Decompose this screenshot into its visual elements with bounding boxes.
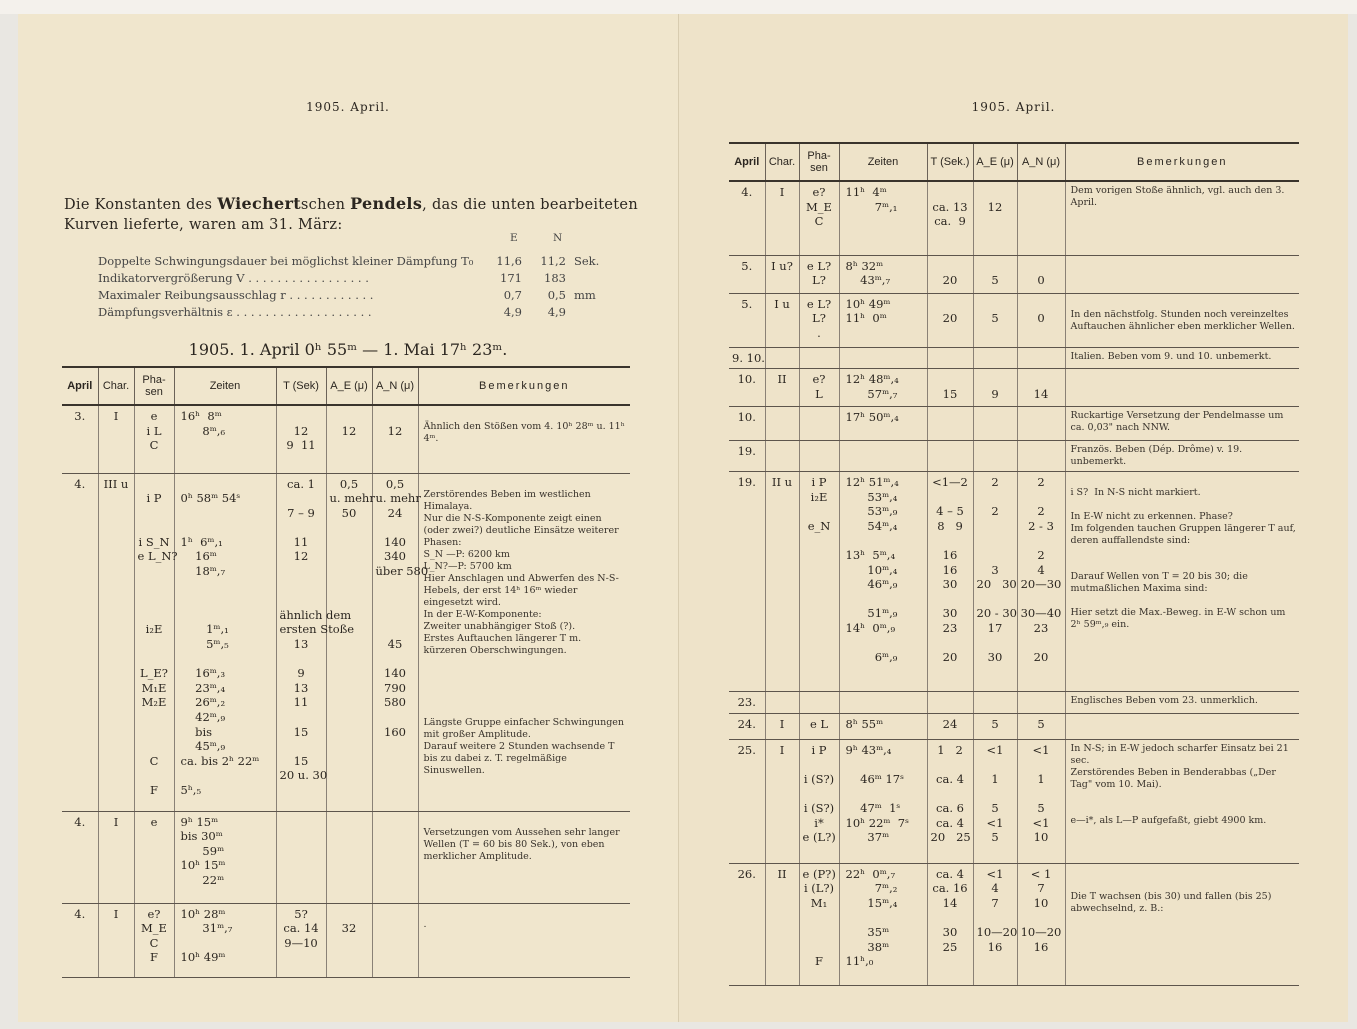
cell-phases: e? M_E C [799, 181, 839, 255]
cell-times: 9ʰ 43ᵐ,₄ 46ᵐ 17ˢ 47ᵐ 1ˢ 10ʰ 22ᵐ 7ˢ 37ᵐ [839, 739, 927, 863]
cell-char [765, 407, 799, 441]
column-header: April [729, 143, 765, 181]
cell-date: 19. [729, 441, 765, 472]
cell-t [276, 811, 326, 903]
intro-name-pendels: Pendels [350, 194, 423, 213]
cell-t: ca. 4 ca. 16 14 30 25 [927, 863, 973, 985]
constant-e: 11,6 [496, 254, 522, 268]
document-spread [18, 14, 1348, 1022]
cell-phases: e L [799, 713, 839, 739]
cell-phases [799, 441, 839, 472]
constant-unit: mm [574, 288, 596, 302]
cell-date: 4. [62, 811, 98, 903]
intro-text-3: , das die unten bearbeiteten [422, 197, 638, 213]
cell-t: 24 [927, 713, 973, 739]
cell-times: 11ʰ 4ᵐ 7ᵐ,₁ [839, 181, 927, 255]
cell-an: 0 [1017, 255, 1065, 293]
cell-date: 23. [729, 692, 765, 714]
column-header: Bemerkungen [418, 367, 630, 405]
cell-t [927, 407, 973, 441]
constants-header-n: N [553, 232, 563, 244]
constant-n: 4,9 [547, 305, 566, 319]
cell-phases: i P i (S?) i (S?) i* e (L?) [799, 739, 839, 863]
cell-times: 8ʰ 32ᵐ 43ᵐ,₇ [839, 255, 927, 293]
cell-char: I [765, 181, 799, 255]
cell-date: 24. [729, 713, 765, 739]
scan-top-strip [0, 0, 1357, 14]
constant-label: Maximaler Reibungsausschlag r . . . . . . . . . . . . [98, 288, 374, 302]
cell-phases: e [134, 811, 174, 903]
cell-times: 22ʰ 0ᵐ,₇ 7ᵐ,₂ 15ᵐ,₄ 35ᵐ 38ᵐ 11ʰ,₀ [839, 863, 927, 985]
running-head-right: 1905. April. [971, 100, 1056, 114]
cell-t [927, 692, 973, 714]
cell-an [1017, 441, 1065, 472]
left-page [18, 14, 678, 1022]
cell-phases: e? L [799, 369, 839, 407]
cell-char: I [765, 739, 799, 863]
cell-ae: 9 [973, 369, 1017, 407]
cell-char [765, 441, 799, 472]
constant-row [98, 305, 598, 322]
cell-rem: Ähnlich den Stößen vom 4. 10ʰ 28ᵐ u. 11ʰ 4ᵐ. [418, 405, 630, 473]
table-row [729, 472, 1299, 692]
cell-an: 5 [1017, 713, 1065, 739]
column-header: Char. [765, 143, 799, 181]
cell-t: 15 [927, 369, 973, 407]
cell-date: 4. [729, 181, 765, 255]
table-row [729, 863, 1299, 985]
cell-t: 20 [927, 255, 973, 293]
table-row [729, 293, 1299, 347]
cell-date: 25. [729, 739, 765, 863]
intro-name-wiechert: Wiechert [217, 194, 301, 213]
constant-unit: Sek. [574, 254, 600, 268]
cell-char: I [765, 713, 799, 739]
constant-n: 0,5 [547, 288, 566, 302]
cell-rem: . [418, 903, 630, 977]
column-header: Pha- sen [134, 367, 174, 405]
constant-label: Doppelte Schwingungsdauer bei möglichst kleiner Dämpfung T₀ [98, 254, 474, 268]
cell-ae [973, 347, 1017, 369]
cell-rem: Versetzungen vom Aussehen sehr langer Wellen (T = 60 bis 80 Sek.), von eben merklicher Amplitude. [418, 811, 630, 903]
cell-times: 12ʰ 51ᵐ,₄ 53ᵐ,₄ 53ᵐ,₉ 54ᵐ,₄ 13ʰ 5ᵐ,₄ 10ᵐ,₄ 46ᵐ,₉ 51ᵐ,₉ 14ʰ 0ᵐ,₉ 6ᵐ,₉ [839, 472, 927, 692]
constant-e: 171 [500, 271, 522, 285]
table-row [729, 369, 1299, 407]
constant-e: 4,9 [503, 305, 522, 319]
cell-an: 14 [1017, 369, 1065, 407]
cell-t: 5? ca. 14 9—10 [276, 903, 326, 977]
cell-date: 19. [729, 472, 765, 692]
constant-row [98, 288, 598, 305]
cell-date: 26. [729, 863, 765, 985]
cell-ae: <1 4 7 10—20 16 [973, 863, 1017, 985]
cell-rem: Italien. Beben vom 9. und 10. unbemerkt. [1065, 347, 1299, 369]
cell-t: ca. 1 7 – 9 11 12 ähnlich dem ersten Stoße 13 9 13 11 15 15 20 u. 30 [276, 473, 326, 811]
column-header: Pha- sen [799, 143, 839, 181]
constant-label: Dämpfungsverhältnis ε . . . . . . . . . . . . . . . . . . . [98, 305, 372, 319]
cell-t: ca. 13 ca. 9 [927, 181, 973, 255]
cell-times [839, 347, 927, 369]
cell-rem: i S? In N-S nicht markiert. In E-W nicht zu erkennen. Phase? Im folgenden tauchen Gruppen längerer T auf, deren auffallendste sind: Darauf Wellen von T = 20 bis 30; die mutmaßlichen Maxima sind: Hier setzt die Max.-Beweg. in E-W schon um 2ʰ 59ᵐ,₉ ein. [1065, 472, 1299, 692]
cell-ae [973, 692, 1017, 714]
cell-t: 1 2 ca. 4 ca. 6 ca. 4 20 25 [927, 739, 973, 863]
table-row [62, 473, 630, 811]
cell-times: 0ʰ 58ᵐ 54ˢ 1ʰ 6ᵐ,₁ 16ᵐ 18ᵐ,₇ 1ᵐ,₁ 5ᵐ,₅ 16ᵐ,₃ 23ᵐ,₄ 26ᵐ,₂ 42ᵐ,₉ bis 45ᵐ,₉ ca. bis 2ʰ 22ᵐ 5ʰ,₅ [174, 473, 276, 811]
cell-times: 10ʰ 28ᵐ 31ᵐ,₇ 10ʰ 49ᵐ [174, 903, 276, 977]
cell-date: 5. [729, 255, 765, 293]
cell-phases [799, 347, 839, 369]
period-heading: 1905. 1. April 0ʰ 55ᵐ — 1. Mai 17ʰ 23ᵐ. [188, 340, 508, 359]
cell-an: 0 [1017, 293, 1065, 347]
column-header: A_E (μ) [973, 143, 1017, 181]
cell-rem: In N-S; in E-W jedoch scharfer Einsatz bei 21 sec. Zerstörendes Beben in Benderabbas („Der Tag" vom 10. Mai). e—i*, als L—P aufgefaßt, giebt 4900 km. [1065, 739, 1299, 863]
constants-header-e: E [510, 232, 518, 244]
cell-phases: e i L C [134, 405, 174, 473]
table-row [62, 903, 630, 977]
table-row [729, 255, 1299, 293]
cell-rem: Zerstörendes Beben im westlichen Himalaya. Nur die N-S-Komponente zeigt einen (oder zwei?) deutliche Einsätze weiterer Phasen: S_N —P: 6200 km L_N?—P: 5700 km Hier Anschlagen und Abwerfen des N-S-Hebels, der erst 14ʰ 16ᵐ wieder eingesetzt wird. In der E-W-Komponente: Zweiter unabhängiger Stoß (?). Erstes Auftauchen längerer T m. kürzeren Oberschwingungen. Längste Gruppe einfacher Schwingungen mit großer Amplitude. Darauf weitere 2 Stunden wachsende T bis zu dabei z. T. regelmäßige Sinuswellen. [418, 473, 630, 811]
cell-ae: 12 [326, 405, 372, 473]
column-header: A_N (μ) [1017, 143, 1065, 181]
cell-phases: e L? L? [799, 255, 839, 293]
cell-t: <1—2 4 – 5 8 9 16 16 30 30 23 20 [927, 472, 973, 692]
cell-an: 0,5 u. mehr 24 140 340 über 580 45 140 790 580 160 [372, 473, 418, 811]
table-row [729, 713, 1299, 739]
intro-paragraph [64, 194, 644, 235]
cell-char: I [98, 811, 134, 903]
cell-an [1017, 347, 1065, 369]
right-page [678, 14, 1348, 1022]
constant-n: 183 [544, 271, 566, 285]
cell-times: 12ʰ 48ᵐ,₄ 57ᵐ,₇ [839, 369, 927, 407]
cell-ae [973, 441, 1017, 472]
cell-rem: Dem vorigen Stoße ähnlich, vgl. auch den 3. April. [1065, 181, 1299, 255]
cell-ae: 2 2 3 20 30 20 - 30 17 30 [973, 472, 1017, 692]
cell-char [765, 692, 799, 714]
cell-phases [799, 692, 839, 714]
cell-char: II u [765, 472, 799, 692]
cell-t: 12 9 11 [276, 405, 326, 473]
column-header: April [62, 367, 98, 405]
cell-phases: e L? L? . [799, 293, 839, 347]
cell-rem [1065, 255, 1299, 293]
cell-ae: 12 [973, 181, 1017, 255]
cell-date: 3. [62, 405, 98, 473]
column-header: T (Sek) [276, 367, 326, 405]
table-row [729, 441, 1299, 472]
table-row [729, 739, 1299, 863]
cell-char: I [98, 903, 134, 977]
cell-ae [326, 811, 372, 903]
cell-ae: 32 [326, 903, 372, 977]
constant-n: 11,2 [540, 254, 566, 268]
constant-row [98, 254, 598, 271]
column-header: Zeiten [839, 143, 927, 181]
cell-t [927, 441, 973, 472]
cell-an: <1 1 5 <1 10 [1017, 739, 1065, 863]
cell-t [927, 347, 973, 369]
constant-row [98, 271, 598, 288]
constant-label: Indikatorvergrößerung V . . . . . . . . . . . . . . . . . [98, 271, 369, 285]
cell-times: 16ʰ 8ᵐ 8ᵐ,₆ [174, 405, 276, 473]
cell-char: III u [98, 473, 134, 811]
cell-phases: e? M_E C F [134, 903, 174, 977]
table-row [729, 407, 1299, 441]
cell-date: 10. [729, 369, 765, 407]
cell-times: 9ʰ 15ᵐ bis 30ᵐ 59ᵐ 10ʰ 15ᵐ 22ᵐ [174, 811, 276, 903]
constant-e: 0,7 [503, 288, 522, 302]
cell-times: 8ʰ 55ᵐ [839, 713, 927, 739]
cell-an: 2 2 2 - 3 2 4 20—30 30—40 23 20 [1017, 472, 1065, 692]
table-row [729, 347, 1299, 369]
cell-date: 4. [62, 473, 98, 811]
cell-date: 10. [729, 407, 765, 441]
cell-char: II [765, 863, 799, 985]
cell-date: 4. [62, 903, 98, 977]
intro-line-2: Kurven lieferte, waren am 31. März: [64, 217, 343, 233]
cell-an: 12 [372, 405, 418, 473]
column-header: A_E (μ) [326, 367, 372, 405]
cell-an [1017, 181, 1065, 255]
cell-an [372, 811, 418, 903]
left-data-table [62, 366, 630, 978]
table-row [62, 405, 630, 473]
cell-an: < 1 7 10 10—20 16 [1017, 863, 1065, 985]
cell-rem: Ruckartige Versetzung der Pendelmasse um ca. 0,03" nach NNW. [1065, 407, 1299, 441]
cell-rem [1065, 369, 1299, 407]
cell-an [1017, 407, 1065, 441]
intro-text-1: Die Konstanten des [64, 197, 218, 213]
cell-ae [973, 407, 1017, 441]
table-row [62, 811, 630, 903]
cell-rem: Französ. Beben (Dép. Drôme) v. 19. unbemerkt. [1065, 441, 1299, 472]
cell-times: 17ʰ 50ᵐ,₄ [839, 407, 927, 441]
cell-phases: e (P?) i (L?) M₁ F [799, 863, 839, 985]
cell-date: 9. 10. [729, 347, 765, 369]
intro-text-2: schen [300, 197, 351, 213]
column-header: A_N (μ) [372, 367, 418, 405]
cell-ae: <1 1 5 <1 5 [973, 739, 1017, 863]
cell-rem: Englisches Beben vom 23. unmerklich. [1065, 692, 1299, 714]
cell-char [765, 347, 799, 369]
cell-rem [1065, 713, 1299, 739]
table-row [729, 692, 1299, 714]
cell-an [372, 903, 418, 977]
column-header: Zeiten [174, 367, 276, 405]
cell-phases: i P i S_N e L_N? i₂E L_E? M₁E M₂E C F [134, 473, 174, 811]
cell-ae: 5 [973, 293, 1017, 347]
cell-t: 20 [927, 293, 973, 347]
cell-times: 10ʰ 49ᵐ 11ʰ 0ᵐ [839, 293, 927, 347]
cell-an [1017, 692, 1065, 714]
cell-char: I u [765, 293, 799, 347]
column-header: T (Sek.) [927, 143, 973, 181]
cell-times [839, 441, 927, 472]
right-data-table [729, 142, 1299, 986]
cell-ae: 5 [973, 713, 1017, 739]
cell-rem: In den nächstfolg. Stunden noch vereinzeltes Auftauchen ähnlicher eben merklicher Wellen. [1065, 293, 1299, 347]
cell-times [839, 692, 927, 714]
cell-ae: 0,5 u. mehr 50 [326, 473, 372, 811]
cell-char: I [98, 405, 134, 473]
running-head-left: 1905. April. [306, 100, 390, 114]
cell-phases [799, 407, 839, 441]
cell-date: 5. [729, 293, 765, 347]
table-row [729, 181, 1299, 255]
column-header: Char. [98, 367, 134, 405]
cell-rem: Die T wachsen (bis 30) und fallen (bis 25) abwechselnd, z. B.: [1065, 863, 1299, 985]
column-header: Bemerkungen [1065, 143, 1299, 181]
cell-phases: i P i₂E e_N [799, 472, 839, 692]
cell-ae: 5 [973, 255, 1017, 293]
cell-char: I u? [765, 255, 799, 293]
cell-char: II [765, 369, 799, 407]
